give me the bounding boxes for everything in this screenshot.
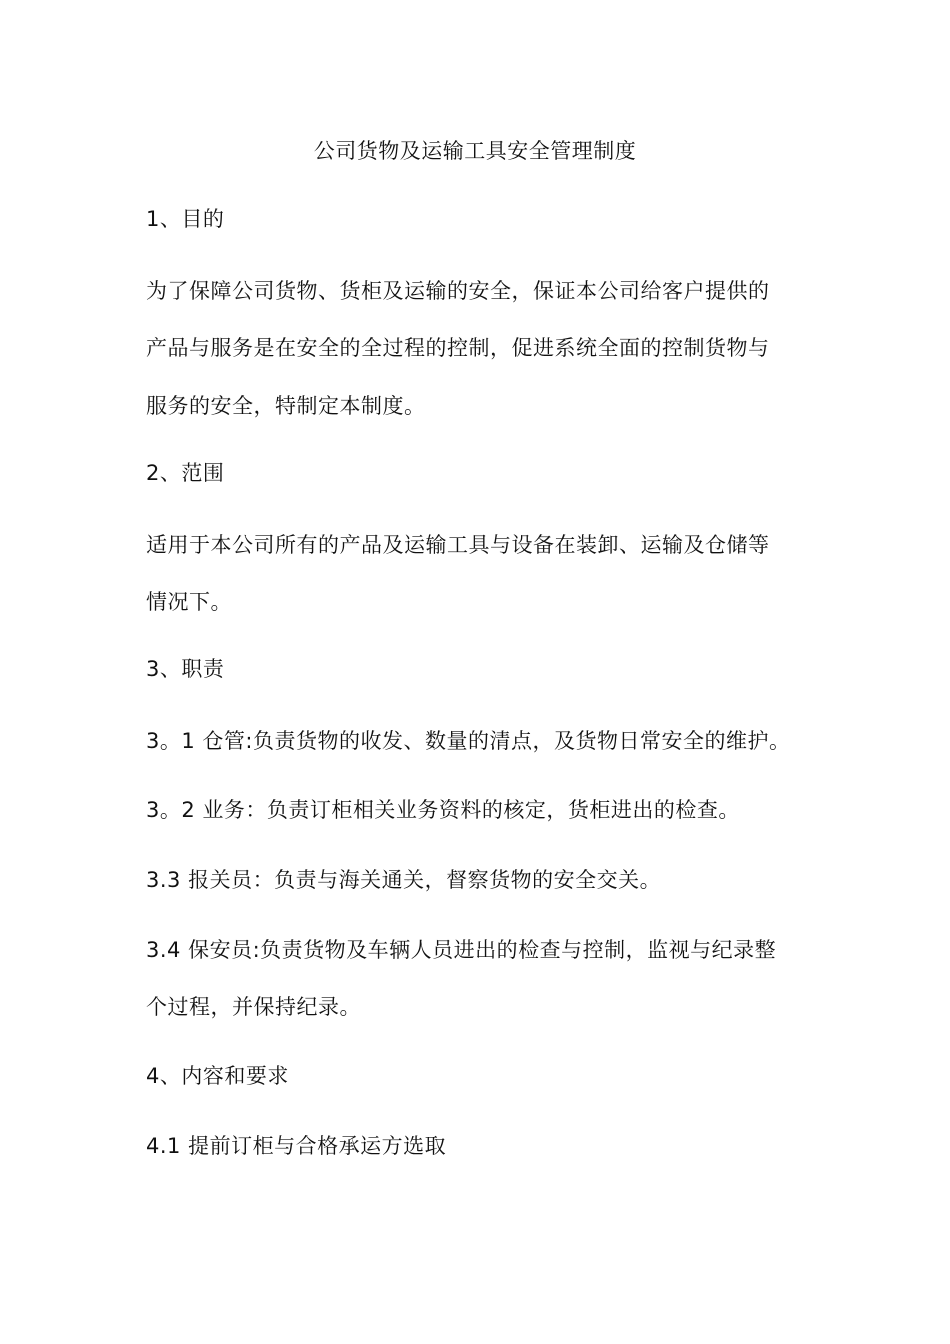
section-scope-heading: 2、范围 [146,461,225,485]
section-duties-heading: 3、职责 [146,657,225,681]
purpose-line-2: 产品与服务是在安全的全过程的控制，促进系统全面的控制货物与 [146,336,770,360]
section-purpose-heading: 1、目的 [146,207,225,231]
content-4-1: 4.1 提前订柜与合格承运方选取 [146,1134,447,1158]
duty-3-1: 3。1 仓管:负责货物的收发、数量的清点，及货物日常安全的维护。 [146,729,791,753]
scope-line-2: 情况下。 [146,590,232,614]
duty-3-3: 3.3 报关员：负责与海关通关，督察货物的安全交关。 [146,868,662,892]
section-content-heading: 4、内容和要求 [146,1064,289,1088]
purpose-line-1: 为了保障公司货物、货柜及运输的安全，保证本公司给客户提供的 [146,279,770,303]
duty-3-4-line-1: 3.4 保安员:负责货物及车辆人员进出的检查与控制，监视与纪录整 [146,938,777,962]
duty-3-4-line-2: 个过程，并保持纪录。 [146,995,361,1019]
purpose-line-3: 服务的安全，特制定本制度。 [146,394,426,418]
scope-line-1: 适用于本公司所有的产品及运输工具与设备在装卸、运输及仓储等 [146,533,770,557]
document-title: 公司货物及运输工具安全管理制度 [313,139,637,163]
duty-3-2: 3。2 业务：负责订柜相关业务资料的核定，货柜进出的检查。 [146,798,740,822]
